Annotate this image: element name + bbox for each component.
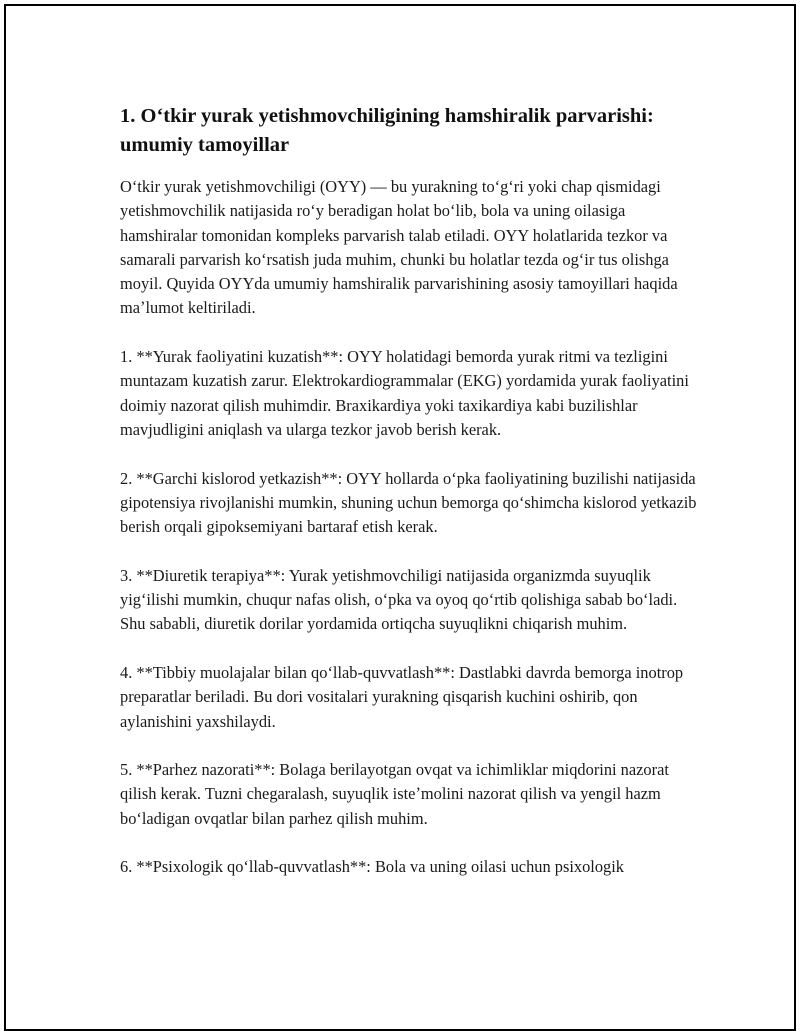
list-item: 6. **Psixologik qoʻllab-quvvatlash**: Bola va uning oilasi uchun psixologik: [120, 857, 624, 877]
list-item: 2. **Garchi kislorod yetkazish**: OYY hollarda oʻpka faoliyatining buzilishi natijasida gipotensiya rivojlanishi mumkin, shuning uchun bemorga qoʻshimcha kislorod yetkazib berish orqali gipoksemiyani bartaraf etish kerak.: [120, 468, 701, 537]
list-item: 4. **Tibbiy muolajalar bilan qoʻllab-quvvatlash**: Dastlabki davrda bemorga inotrop preparatlar beriladi. Bu dori vositalari yurakning qisqarish kuchini oshirib, qon aylanishini yaxshilaydi.: [120, 662, 688, 731]
document-title: 1. Oʻtkir yurak yetishmovchiligining hamshiralik parvarishi: umumiy tamoyillar: [120, 105, 654, 156]
intro-paragraph: Oʻtkir yurak yetishmovchiligi (OYY) — bu yurakning toʻgʻri yoki chap qismidagi yetishmovchilik natijasida roʻy beradigan holat boʻlib, bola va uning oilasiga hamshiralar tomonidan kompleks parvarish talab etiladi. OYY holatlarida tezkor va samarali parvarish koʻrsatish juda muhim, chunki bu holatlar tezda ogʻir tus olishga moyil. Quyida OYYda umumiy hamshiralik parvarishining asosiy tamoyillari haqida maʼlumot keltiriladi.: [120, 177, 682, 318]
list-item: 3. **Diuretik terapiya**: Yurak yetishmovchiligi natijasida organizmda suyuqlik yigʻilishi mumkin, chuqur nafas olish, oʻpka va oyoq qoʻrtib qolishiga sabab boʻladi. Shu sababli, diuretik dorilar yordamida ortiqcha suyuqlikni chiqarish muhim.: [120, 565, 682, 634]
list-item: 1. **Yurak faoliyatini kuzatish**: OYY holatidagi bemorda yurak ritmi va tezligini muntazam kuzatish zarur. Elektrokardiogrammalar (EKG) yordamida yurak faoliyatini doimiy nazorat qilish muhimdir. Braxikardiya yoki taxikardiya kabi buzilishlar mavjudligini aniqlash va ularga tezkor javob berish kerak.: [120, 347, 694, 439]
list-item: 5. **Parhez nazorati**: Bolaga berilayotgan ovqat va ichimliklar miqdorini nazorat qilish kerak. Tuzni chegaralash, suyuqlik isteʼmolini nazorat qilish va yengil hazm boʻladigan ovqatlar bilan parhez qilish muhim.: [120, 760, 674, 828]
page-frame: [4, 4, 796, 1031]
document-body: [120, 102, 700, 904]
